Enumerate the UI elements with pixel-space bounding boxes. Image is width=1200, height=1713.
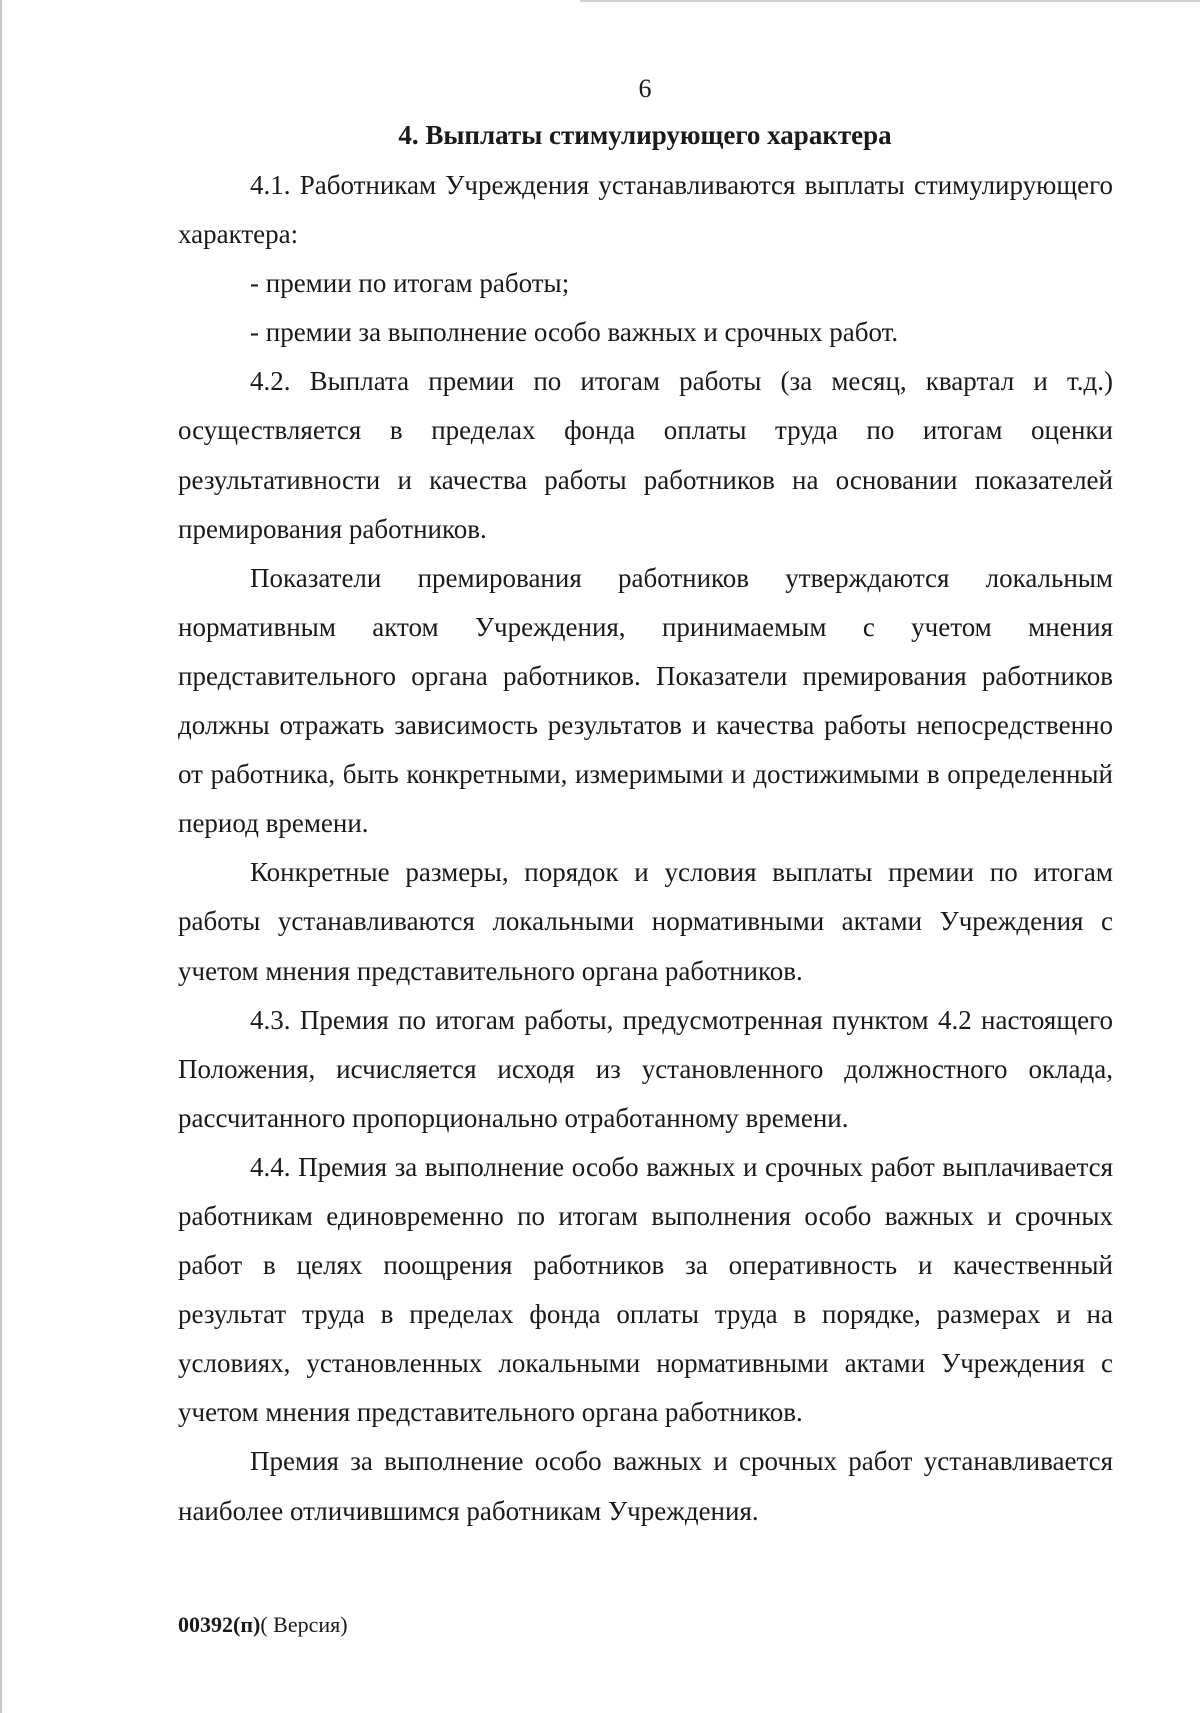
document-footer xyxy=(178,1612,348,1638)
scan-left-edge xyxy=(0,0,2,1713)
paragraph-sizes-order: Конкретные размеры, порядок и условия выплаты премии по итогам работы устанавливаются локальными нормативными актами Учреждения с учетом мнения представительного органа работников. xyxy=(178,857,1113,986)
scan-top-edge xyxy=(580,0,1200,2)
document-version: ( Версия) xyxy=(260,1612,348,1637)
paragraph-4-4: 4.4. Премия за выполнение особо важных и срочных работ выплачивается работникам единовременно по итогам выполнения особо важных и срочных работ в целях поощрения работников за оперативность и качественный результат труда в пределах фонда оплаты труда в порядке, размерах и на условиях, установленных локальными нормативными актами Учреждения с учетом мнения представительного органа работников. xyxy=(178,1151,1113,1428)
paragraph-indicators: Показатели премирования работников утверждаются локальным нормативным актом Учреждения, принимаемым с учетом мнения представительного органа работников. Показатели премирования работников должны отражать зависимость результатов и качества работы непосредственно от работника, быть конкретными, измеримыми и достижимыми в определенный период времени. xyxy=(178,562,1113,839)
section-heading: 4. Выплаты стимулирующего характера xyxy=(398,120,892,150)
paragraph-4-2: 4.2. Выплата премии по итогам работы (за месяц, квартал и т.д.) осуществляется в пределах фонда оплаты труда по итогам оценки результативности и качества работы работников на основании показателей премирования работников. xyxy=(178,366,1113,544)
list-item-bonus-urgent: - премии за выполнение особо важных и срочных работ. xyxy=(250,317,899,348)
page-number: 6 xyxy=(638,74,652,103)
paragraph-4-3: 4.3. Премия по итогам работы, предусмотренная пунктом 4.2 настоящего Положения, исчисляется исходя из установленного должностного оклада, рассчитанного пропорционально отработанному времени. xyxy=(178,1004,1113,1133)
document-code: 00392(п) xyxy=(178,1612,261,1637)
paragraph-4-1: 4.1. Работникам Учреждения устанавливаются выплаты стимулирующего характера: xyxy=(178,170,1113,250)
document-body xyxy=(178,161,1113,1536)
list-item-bonus-results: - премии по итогам работы; xyxy=(250,268,570,299)
paragraph-urgent-bonus: Премия за выполнение особо важных и срочных работ устанавливается наиболее отличившимся работникам Учреждения. xyxy=(178,1446,1113,1526)
